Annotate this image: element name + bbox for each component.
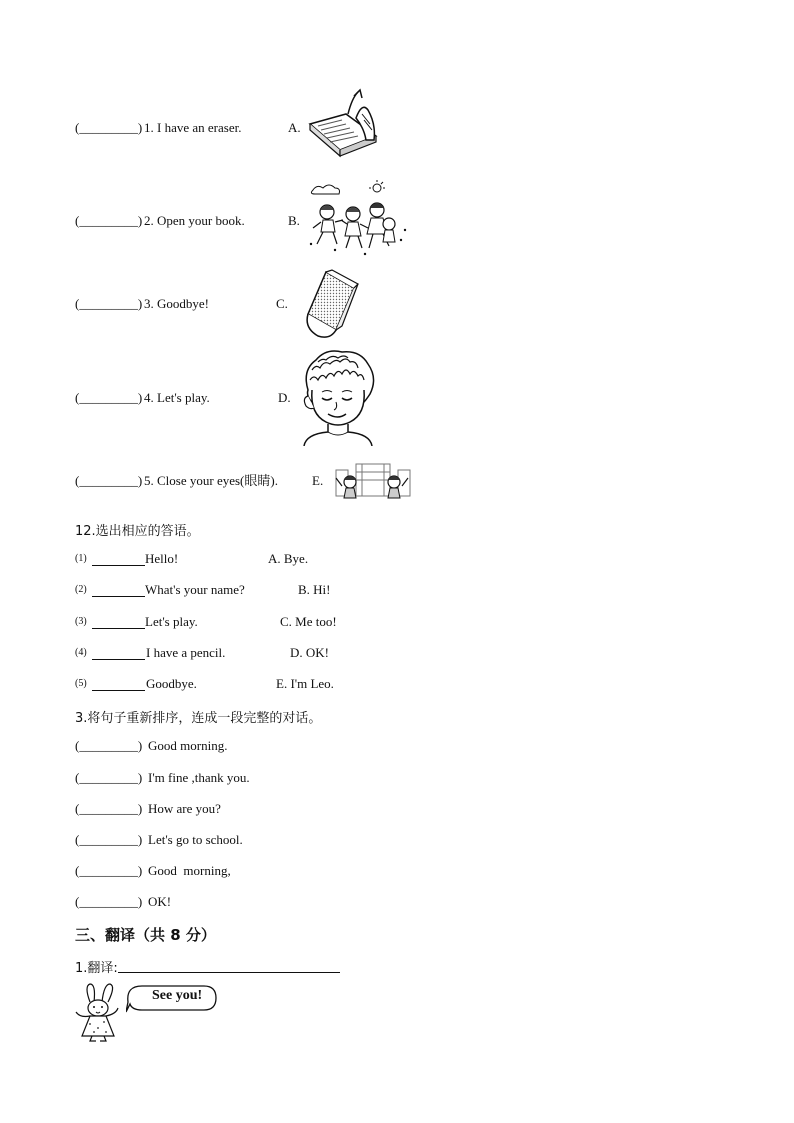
- dialogue-sentence: I'm fine ,thank you.: [148, 770, 250, 785]
- item-number: (1): [75, 553, 87, 564]
- answer-blank[interactable]: (_________): [75, 832, 143, 847]
- answer-option: C. Me too!: [280, 614, 337, 629]
- answer-blank[interactable]: (_________): [75, 390, 143, 405]
- option-letter: C.: [276, 296, 288, 311]
- translation-answer-line[interactable]: [118, 958, 340, 973]
- answer-blank[interactable]: (_________): [75, 473, 143, 488]
- answer-blank[interactable]: (_________): [75, 770, 143, 785]
- matching-sentence: 1. I have an eraser.: [144, 120, 242, 135]
- matching-sentence: 2. Open your book.: [144, 213, 245, 228]
- book-page-turning-image: [306, 84, 382, 170]
- answer-blank-line[interactable]: [92, 678, 145, 691]
- translation-label: 1.翻译:: [75, 961, 118, 976]
- matching-sentence: 5. Close your eyes(眼睛).: [144, 473, 278, 488]
- question-text: Goodbye.: [146, 676, 197, 691]
- kids-waving-goodbye-image: [332, 460, 414, 504]
- section-3-title: 3.将句子重新排序，连成一段完整的对话。: [75, 711, 322, 726]
- answer-blank[interactable]: (_________): [75, 801, 143, 816]
- answer-option: B. Hi!: [298, 582, 331, 597]
- answer-option: A. Bye.: [268, 551, 309, 566]
- item-number: (5): [75, 678, 87, 689]
- answer-blank-line[interactable]: [92, 616, 145, 629]
- option-letter: B.: [288, 213, 300, 228]
- answer-blank[interactable]: (_________): [75, 296, 143, 311]
- question-text: Let's play.: [145, 614, 198, 629]
- eraser-image: [296, 268, 360, 340]
- dialogue-sentence: Good morning.: [148, 738, 228, 753]
- option-letter: D.: [278, 390, 291, 405]
- boy-eyes-closed-image: [298, 350, 378, 446]
- answer-blank[interactable]: (_________): [75, 894, 143, 909]
- item-number: (2): [75, 584, 87, 595]
- matching-sentence: 4. Let's play.: [144, 390, 210, 405]
- speech-bubble-text: See you!: [152, 988, 203, 1003]
- option-letter: A.: [288, 120, 301, 135]
- item-number: (3): [75, 616, 87, 627]
- answer-option: E. I'm Leo.: [276, 676, 334, 691]
- answer-blank-line[interactable]: [92, 647, 145, 660]
- answer-blank[interactable]: (_________): [75, 738, 143, 753]
- answer-blank[interactable]: (_________): [75, 863, 143, 878]
- section-12-title: 12.选出相应的答语。: [75, 524, 200, 539]
- answer-blank[interactable]: (_________): [75, 213, 143, 228]
- section-heading-translation: 三、翻译（共 8 分）: [75, 926, 216, 944]
- answer-blank[interactable]: (_________): [75, 120, 143, 135]
- answer-option: D. OK!: [290, 645, 329, 660]
- item-number: (4): [75, 647, 87, 658]
- option-letter: E.: [312, 473, 324, 488]
- children-playing-image: [305, 180, 413, 262]
- dialogue-sentence: Good morning,: [148, 863, 231, 878]
- answer-blank-line[interactable]: [92, 553, 145, 566]
- matching-sentence: 3. Goodbye!: [144, 296, 209, 311]
- answer-blank-line[interactable]: [92, 584, 145, 597]
- rabbit-girl-image: [74, 982, 122, 1042]
- question-text: Hello!: [145, 551, 179, 566]
- dialogue-sentence: How are you?: [148, 801, 221, 816]
- question-text: I have a pencil.: [146, 645, 226, 660]
- question-text: What's your name?: [145, 582, 245, 597]
- dialogue-sentence: OK!: [148, 894, 172, 909]
- dialogue-sentence: Let's go to school.: [148, 832, 243, 847]
